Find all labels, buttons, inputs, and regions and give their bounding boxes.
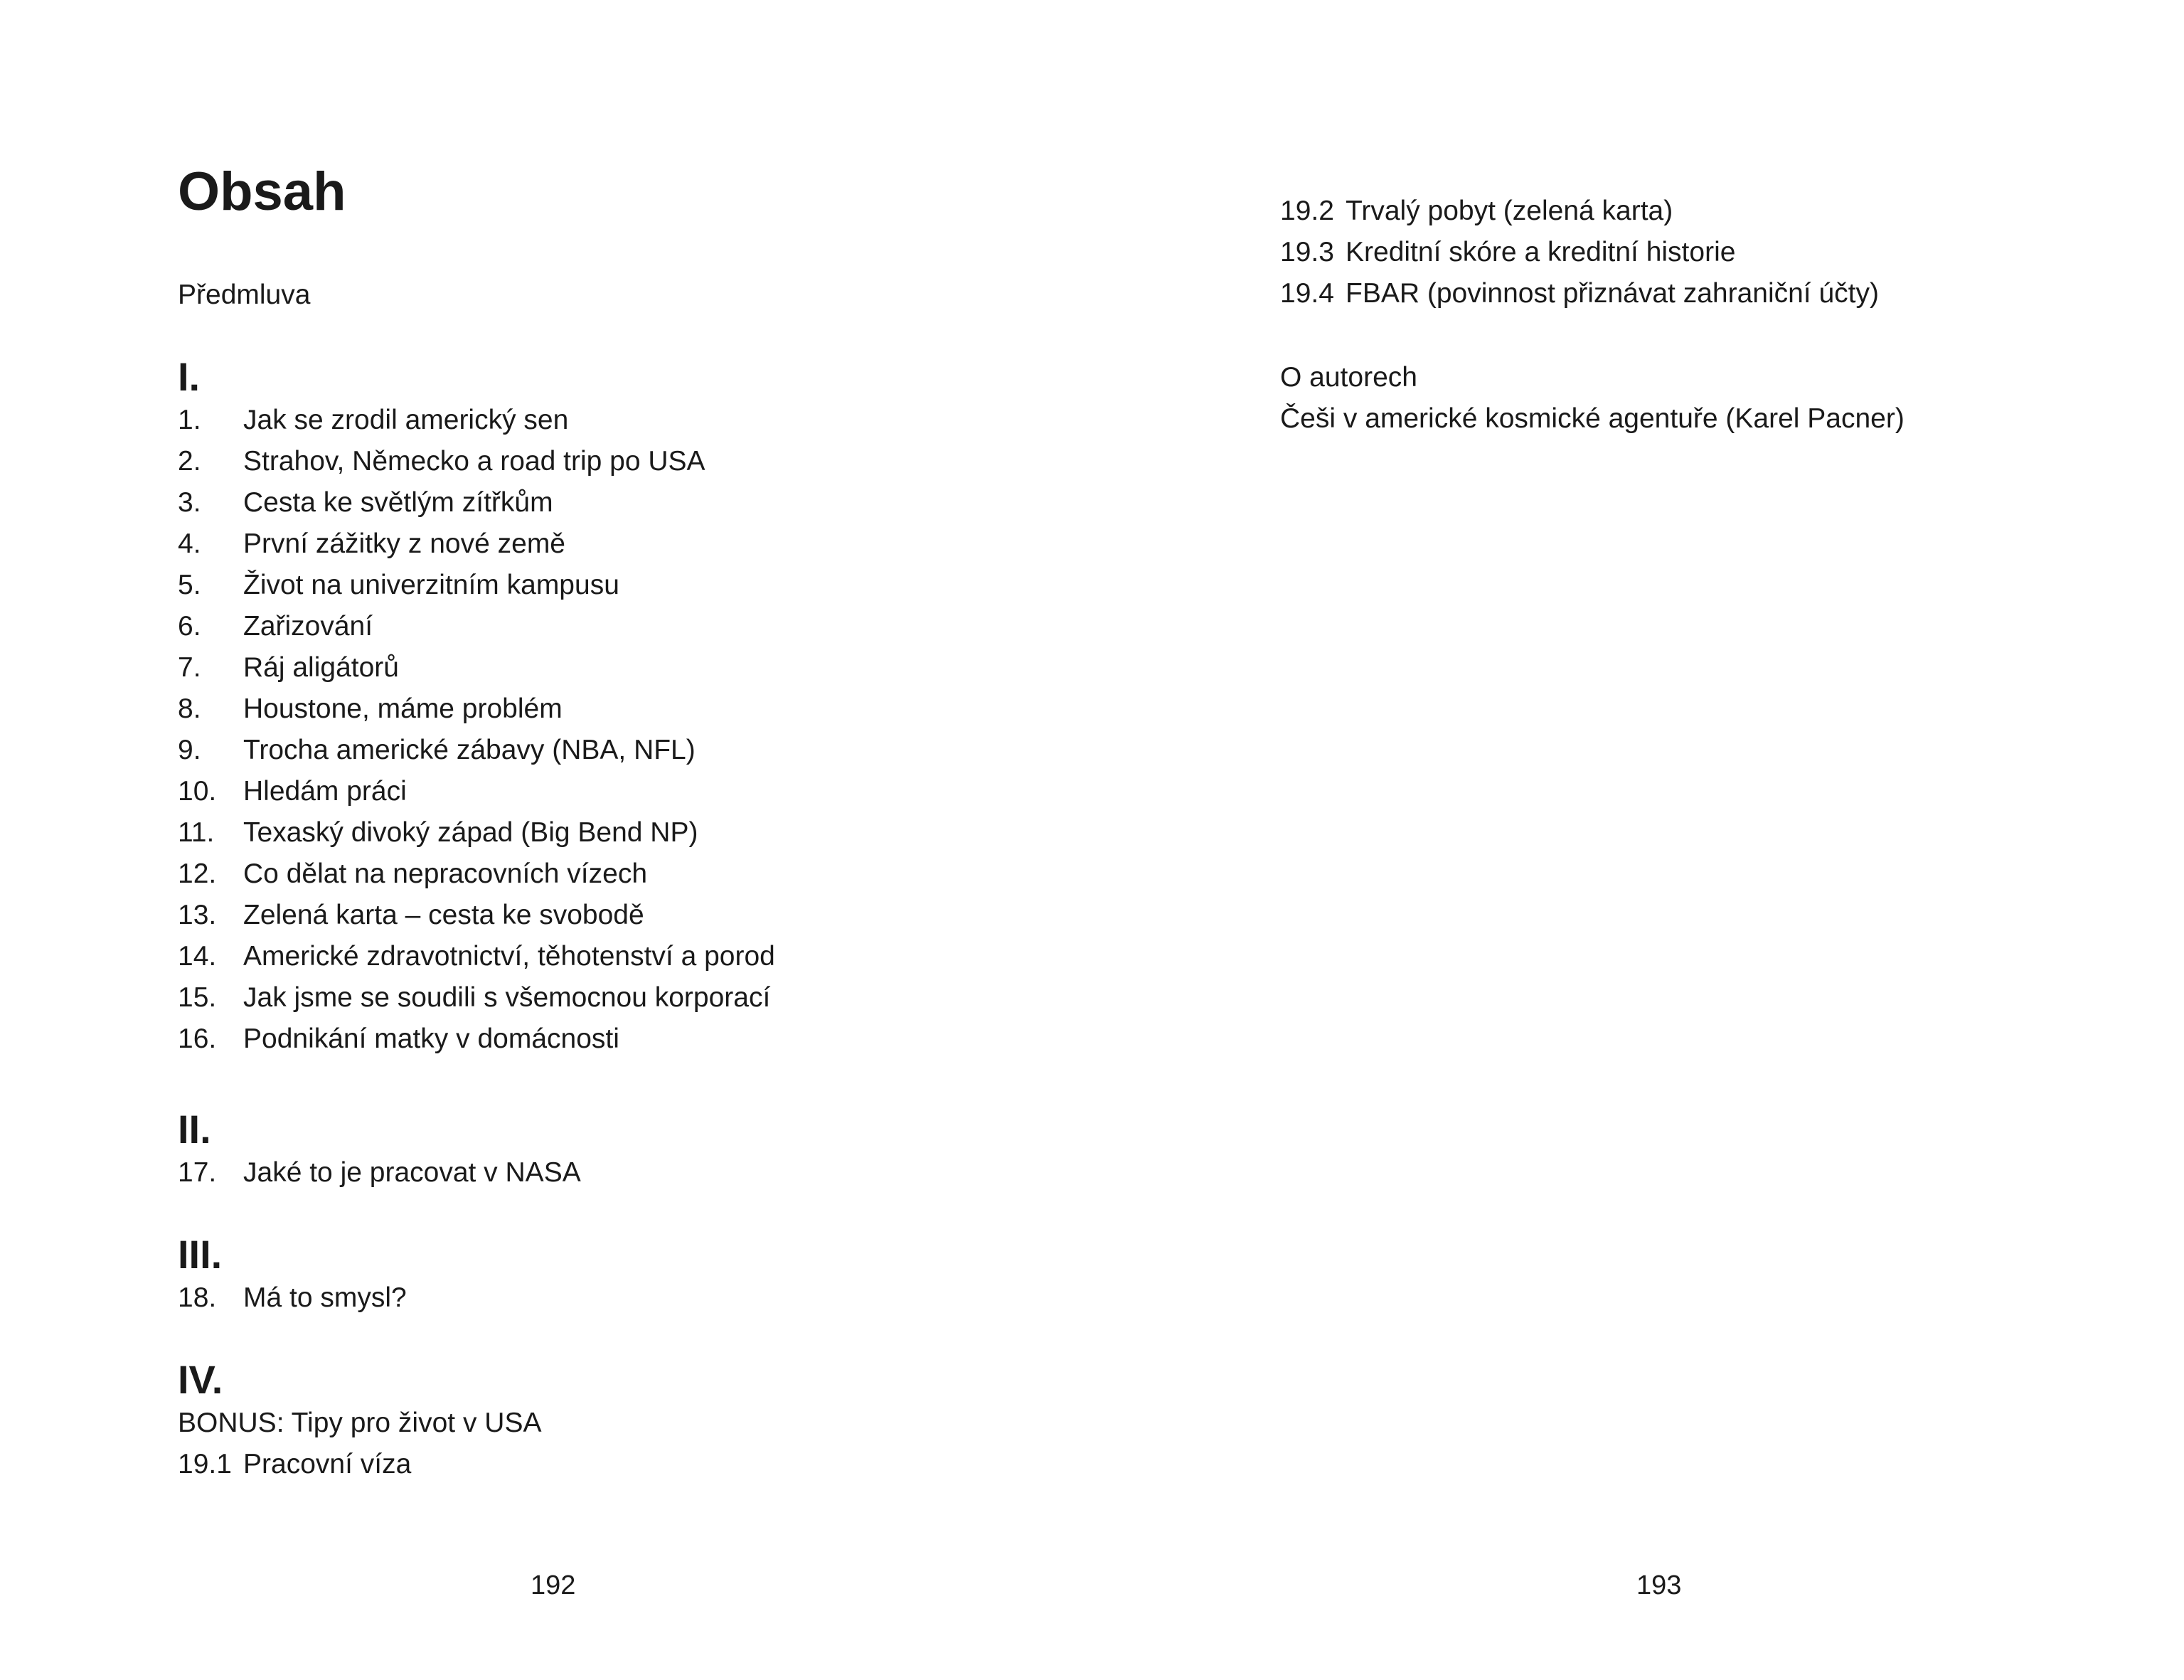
toc-bonus: BONUS: Tipy pro život v USA [178, 1408, 542, 1438]
toc-subentry: 19.3 Kreditní skóre a kreditní historie [1280, 237, 1736, 267]
toc-entry: 14. Americké zdravotnictví, těhotenství a porod [178, 941, 775, 972]
toc-entry: 6. Zařizování [178, 611, 373, 642]
toc-entry: 18. Má to smysl? [178, 1282, 407, 1313]
toc-entry: 1. Jak se zrodil americký sen [178, 405, 569, 435]
part-heading: IV. [178, 1357, 223, 1402]
toc-entry: 5. Život na univerzitním kampusu [178, 570, 619, 600]
toc-entry: 11. Texaský divoký západ (Big Bend NP) [178, 817, 698, 848]
toc-entry: 16. Podnikání matky v domácnosti [178, 1024, 619, 1054]
part-heading: II. [178, 1107, 211, 1152]
part-heading: III. [178, 1232, 223, 1277]
toc-entry: 9. Trocha americké zábavy (NBA, NFL) [178, 735, 696, 765]
toc-about-authors: O autorech [1280, 362, 1417, 393]
toc-entry: 7. Ráj aligátorů [178, 652, 399, 683]
part-heading: I. [178, 354, 201, 399]
toc-subentry: 19.1 Pracovní víza [178, 1449, 412, 1479]
toc-entry: 3. Cesta ke světlým zítřkům [178, 487, 553, 518]
toc-entry: 4. První zážitky z nové země [178, 528, 565, 559]
toc-subentry: 19.4 FBAR (povinnost přiznávat zahraniční účty) [1280, 278, 1879, 309]
toc-entry: 13. Zelená karta – cesta ke svobodě [178, 900, 644, 930]
toc-appendix: Češi v americké kosmické agentuře (Karel Pacner) [1280, 403, 1905, 434]
toc-entry: 10. Hledám práci [178, 776, 407, 807]
toc-subentry: 19.2 Trvalý pobyt (zelená karta) [1280, 196, 1673, 226]
page-number-left: 192 [531, 1570, 576, 1600]
toc-foreword: Předmluva [178, 280, 311, 310]
toc-entry: 17. Jaké to je pracovat v NASA [178, 1157, 581, 1188]
toc-entry: 15. Jak jsme se soudili s všemocnou korporací [178, 982, 771, 1013]
right-page [1092, 0, 2184, 1680]
toc-entry: 12. Co dělat na nepracovních vízech [178, 858, 648, 889]
toc-title: Obsah [178, 161, 346, 222]
toc-entry: 2. Strahov, Německo a road trip po USA [178, 446, 705, 477]
page-number-right: 193 [1636, 1570, 1682, 1600]
toc-entry: 8. Houstone, máme problém [178, 693, 563, 724]
